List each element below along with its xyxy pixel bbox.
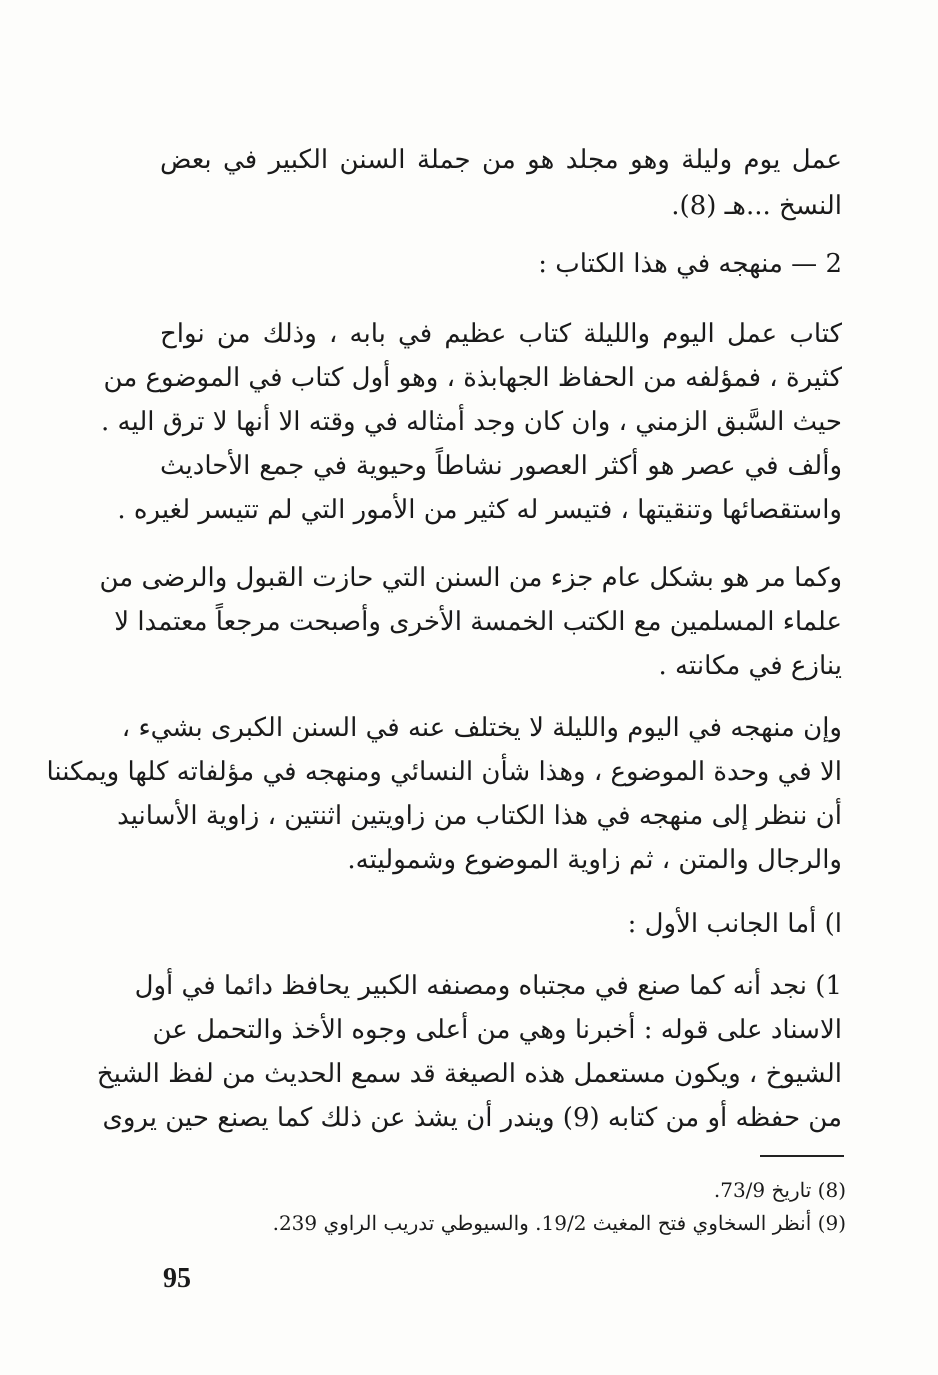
text-line: أن ننظر إلى منهجه في هذا الكتاب من زاويتين اثنتين ، زاوية الأسانيد — [117, 801, 842, 831]
text-line: وكما مر هو بشكل عام جزء من السنن التي حازت القبول والرضى من — [99, 563, 842, 593]
text-line: كتاب عمل اليوم والليلة كتاب عظيم في بابه ، وذلك من نواح — [160, 319, 842, 349]
text-line: من حفظه أو من كتابه (9) ويندر أن يشذ عن ذلك كما يصنع حين يروى — [102, 1103, 842, 1133]
text-line: حيث السَّبق الزمني ، وان كان وجد أمثاله في وقته الا أنها لا ترق اليه . — [101, 407, 842, 437]
text-line: النسخ ...هـ (8). — [671, 191, 842, 221]
text-line: وإن منهجه في اليوم والليلة لا يختلف عنه في السنن الكبرى بشيء ، — [121, 713, 842, 743]
text-line: وألف في عصر هو أكثر العصور نشاطاً وحيوية في جمع الأحاديث — [160, 451, 843, 481]
text-line: كثيرة ، فمؤلفه من الحفاظ الجهابذة ، وهو أول كتاب في الموضوع من — [103, 363, 842, 393]
footnote: (9) أنظر السخاوي فتح المغيث 19/2. والسيوطي تدريب الراوي 239. — [272, 1211, 846, 1235]
footnote-separator — [760, 1155, 844, 1157]
text-line: الاسناد على قوله : أخبرنا وهي من أعلى وجوه الأخذ والتحمل عن — [152, 1015, 842, 1045]
page-number: 95 — [163, 1263, 191, 1294]
text-line: والرجال والمتن ، ثم زاوية الموضوع وشموليته. — [347, 845, 842, 875]
text-line: الشيوخ ، ويكون مستعمل هذه الصيغة قد سمع الحديث من لفظ الشيخ — [96, 1059, 842, 1089]
subsection-heading: ا) أما الجانب الأول : — [627, 909, 842, 939]
footnote: (8) تاريخ 73/9. — [713, 1178, 846, 1202]
section-heading: 2 — منهجه في هذا الكتاب : — [538, 249, 842, 279]
text-line: ينازع في مكانته . — [658, 651, 842, 681]
text-line: علماء المسلمين مع الكتب الخمسة الأخرى وأصبحت مرجعاً معتمدا لا — [114, 607, 842, 637]
text-line: الا في وحدة الموضوع ، وهذا شأن النسائي ومنهجه في مؤلفاته كلها ويمكننا — [46, 757, 842, 787]
text-line: 1) نجد أنه كما صنع في مجتباه ومصنفه الكبير يحافظ دائما في أول — [134, 971, 842, 1001]
text-line: واستقصائها وتنقيتها ، فتيسر له كثير من الأمور التي لم تتيسر لغيره . — [117, 495, 842, 525]
text-line: عمل يوم وليلة وهو مجلد هو من جملة السنن الكبير في بعض — [160, 145, 842, 175]
